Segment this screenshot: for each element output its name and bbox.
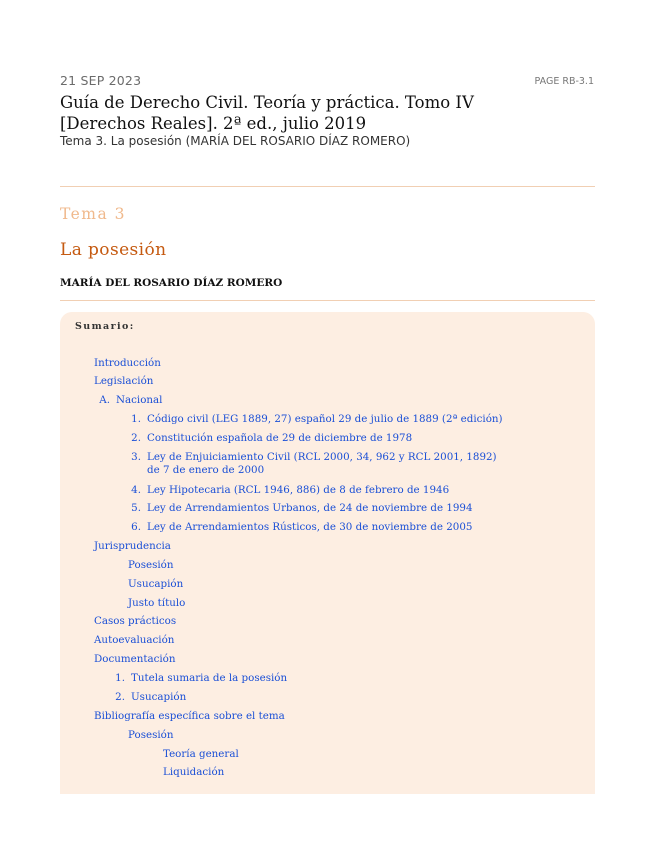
toc-number: 3. [131, 451, 141, 463]
toc-link-nacional[interactable] [94, 394, 162, 407]
toc-number: 1. [115, 672, 125, 684]
toc-link-teoria-general[interactable]: Teoría general [163, 748, 239, 760]
toc-link-label: Ley de Arrendamientos Urbanos, de 24 de noviembre de 1994 [147, 502, 473, 514]
toc-number: 2. [115, 691, 125, 703]
toc-number: 4. [131, 484, 141, 496]
toc-link-codigo-civil[interactable] [125, 413, 503, 426]
toc-link-label: Constitución española de 29 de diciembre de 1978 [147, 432, 413, 444]
toc-number: 2. [131, 432, 141, 444]
chapter-title: La posesión [60, 240, 167, 260]
divider-top [60, 186, 595, 187]
toc-link-label: Código civil (LEG 1889, 27) español 29 de julio de 1889 (2ª edición) [147, 413, 503, 425]
toc-link-legislacion[interactable]: Legislación [94, 375, 154, 387]
toc-link-jurisprudencia[interactable]: Jurisprudencia [94, 540, 171, 552]
toc-link-lau[interactable] [125, 502, 473, 515]
toc-link-justo-titulo[interactable]: Justo título [128, 597, 186, 609]
toc-number: A. [99, 394, 110, 406]
book-title: Guía de Derecho Civil. Teoría y práctica. Tomo IV [Derechos Reales]. 2ª ed., julio 2019 [60, 93, 474, 133]
toc-link-liquidacion[interactable]: Liquidación [163, 766, 225, 778]
toc-link-constitucion[interactable] [125, 432, 412, 445]
toc-link-lec[interactable] [125, 451, 510, 477]
divider-bottom [60, 300, 595, 301]
toc-number: 6. [131, 521, 141, 533]
toc-link-autoevaluacion[interactable]: Autoevaluación [94, 634, 175, 646]
document-date: 21 SEP 2023 [60, 73, 142, 88]
toc-link-introduccion[interactable]: Introducción [94, 357, 161, 369]
toc-link-documentacion[interactable]: Documentación [94, 653, 176, 665]
toc-number: 5. [131, 502, 141, 514]
toc-link-label: Ley Hipotecaria (RCL 1946, 886) de 8 de febrero de 1946 [147, 484, 450, 496]
toc-link-documentacion-usucapion[interactable] [109, 691, 186, 704]
toc-link-jurisprudencia-posesion[interactable]: Posesión [128, 559, 174, 571]
toc-link-label: Nacional [116, 394, 163, 406]
toc-link-label: Tutela sumaria de la posesión [131, 672, 288, 684]
chapter-author: MARÍA DEL ROSARIO DÍAZ ROMERO [60, 277, 283, 289]
page-reference: PAGE RB-3.1 [534, 76, 594, 87]
toc-link-casos-practicos[interactable]: Casos prácticos [94, 615, 177, 627]
toc-link-label: Ley de Arrendamientos Rústicos, de 30 de noviembre de 2005 [147, 521, 473, 533]
toc-number: 1. [131, 413, 141, 425]
toc-link-lar[interactable] [125, 521, 472, 534]
toc-link-label: Ley de Enjuiciamiento Civil (RCL 2000, 34, 962 y RCL 2001, 1892) de 7 de enero de 2000 [147, 451, 497, 476]
toc-link-bibliografia-posesion[interactable]: Posesión [128, 729, 174, 741]
toc-link-ley-hipotecaria[interactable] [125, 484, 449, 497]
toc-link-bibliografia[interactable]: Bibliografía específica sobre el tema [94, 710, 285, 722]
toc-link-tutela-sumaria[interactable] [109, 672, 287, 685]
chapter-label: Tema 3 [60, 205, 127, 223]
document-subtitle: Tema 3. La posesión (MARÍA DEL ROSARIO DÍAZ ROMERO) [60, 134, 411, 148]
summary-heading: Sumario: [75, 321, 135, 332]
toc-link-jurisprudencia-usucapion[interactable]: Usucapión [128, 578, 184, 590]
toc-link-label: Usucapión [131, 691, 187, 703]
